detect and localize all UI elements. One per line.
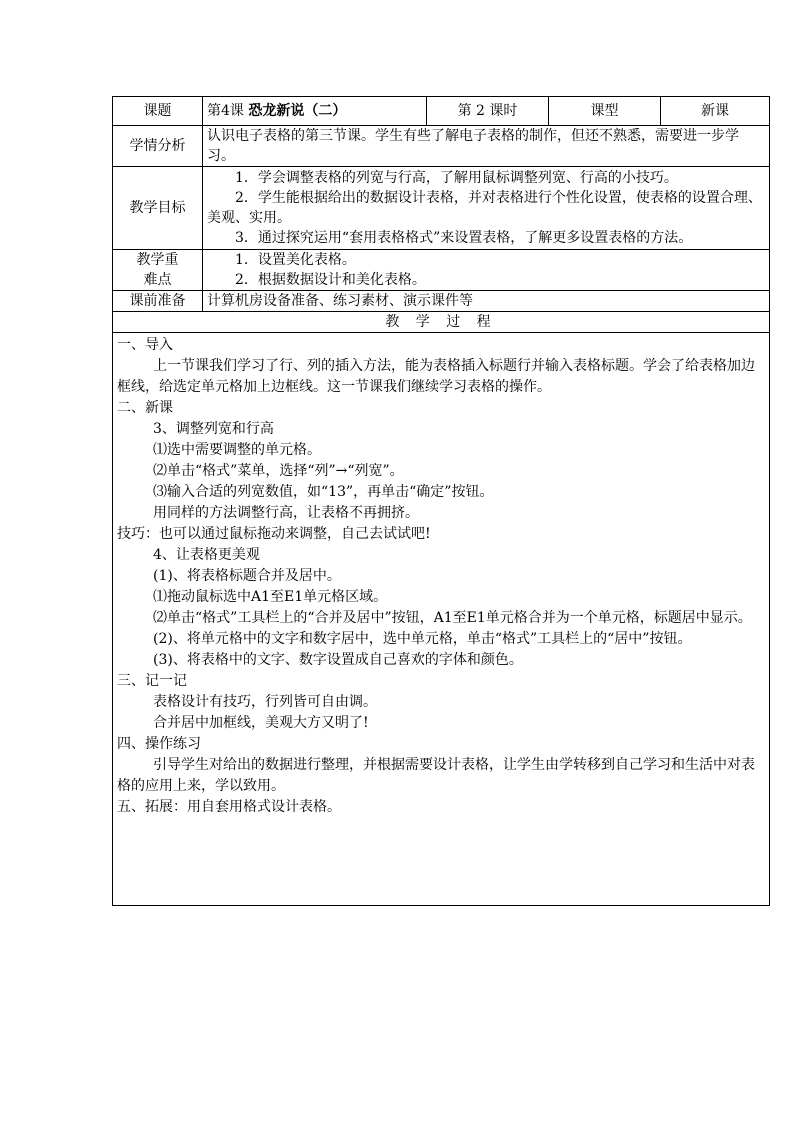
analysis-text: 认识电子表格的第三节课。学生有些了解电子表格的制作，但还不熟悉，需要进一步学习。	[203, 126, 770, 167]
label-goals: 教学目标	[113, 167, 203, 250]
process-line: (2)、将单元格中的文字和数字居中，选中单元格，单击“格式”工具栏上的“居中”按钮。	[153, 631, 692, 647]
lesson-name: 恐龙新说（二）	[248, 103, 347, 119]
process-line: ⑴拖动鼠标选中A1至E1单元格区域。	[153, 589, 388, 605]
header-row	[113, 97, 770, 126]
process-line: 技巧：也可以通过鼠标拖动来调整，自己去试试吧!	[117, 526, 431, 542]
key-points-cell	[203, 250, 770, 291]
process-line: 用同样的方法调整行高，让表格不再拥挤。	[153, 505, 419, 521]
process-title: 教 学 过 程	[113, 312, 770, 333]
process-line: 3、调整列宽和行高	[153, 421, 274, 437]
prep-text: 计算机房设备准备、练习素材、演示课件等	[203, 291, 770, 312]
lesson-plan-table	[112, 96, 770, 906]
key-points-row	[113, 250, 770, 291]
process-line: ⑵单击“格式”菜单，选择“列”→“列宽”。	[153, 463, 404, 479]
analysis-row	[113, 126, 770, 167]
goal-item: 2．学生能根据给出的数据设计表格，并对表格进行个性化设置，使表格的设置合理、美观、实用。	[207, 190, 762, 226]
goal-item: 1．学会调整表格的列宽与行高，了解用鼠标调整列宽、行高的小技巧。	[235, 170, 678, 186]
prep-row	[113, 291, 770, 312]
lesson-type-value: 新课	[661, 97, 770, 126]
lesson-period: 第 2 课时	[427, 97, 549, 126]
process-line: (3)、将表格中的文字、数字设置成自己喜欢的字体和颜色。	[153, 652, 523, 668]
label-key-points	[113, 250, 203, 291]
process-line: ⑵单击“格式”工具栏上的“合并及居中”按钮，A1至E1单元格合并为一个单元格，标题居中显示。	[153, 610, 752, 626]
lesson-title-cell	[203, 97, 427, 126]
process-line: 上一节课我们学习了行、列的插入方法，能为表格插入标题行并输入表格标题。学会了给表格加边框线，给选定单元格加上边框线。这一节课我们继续学习表格的操作。	[117, 358, 755, 395]
process-line: 引导学生对给出的数据进行整理，并根据需要设计表格，让学生由学转移到自己学习和生活中对表格的应用上来，学以致用。	[117, 757, 755, 794]
goal-item: 3．通过探究运用“套用表格格式”来设置表格，了解更多设置表格的方法。	[235, 230, 693, 246]
process-line: ⑴选中需要调整的单元格。	[153, 442, 321, 458]
label-prep: 课前准备	[113, 291, 203, 312]
process-line: 合并居中加框线，美观大方又明了!	[153, 715, 369, 731]
process-line: 一、导入	[117, 337, 173, 353]
process-line: 表格设计有技巧，行列皆可自由调。	[153, 694, 377, 710]
process-line: 三、记一记	[117, 673, 187, 689]
key-point-item: 1．设置美化表格。	[235, 252, 356, 268]
key-point-item: 2．根据数据设计和美化表格。	[235, 272, 426, 288]
label-title: 课题	[113, 97, 203, 126]
process-title-row	[113, 312, 770, 333]
lesson-number: 第4课	[207, 103, 244, 119]
lesson-plan-page	[112, 96, 769, 906]
label-key-points-line2: 难点	[143, 272, 172, 288]
label-key-points-line1: 教学重	[136, 252, 179, 268]
process-line: 二、新课	[117, 400, 173, 416]
goals-cell	[203, 167, 770, 250]
goals-row	[113, 167, 770, 250]
process-line: 五、拓展：用自套用格式设计表格。	[117, 799, 341, 815]
label-lesson-type: 课型	[549, 97, 661, 126]
process-line: ⑶输入合适的列宽数值，如“13”，再单击“确定”按钮。	[153, 484, 494, 500]
label-analysis: 学情分析	[113, 126, 203, 167]
process-body	[113, 333, 770, 906]
process-line: 四、操作练习	[117, 736, 201, 752]
process-line: 4、让表格更美观	[153, 547, 260, 563]
process-line: (1)、将表格标题合并及居中。	[153, 568, 341, 584]
process-row	[113, 333, 770, 906]
